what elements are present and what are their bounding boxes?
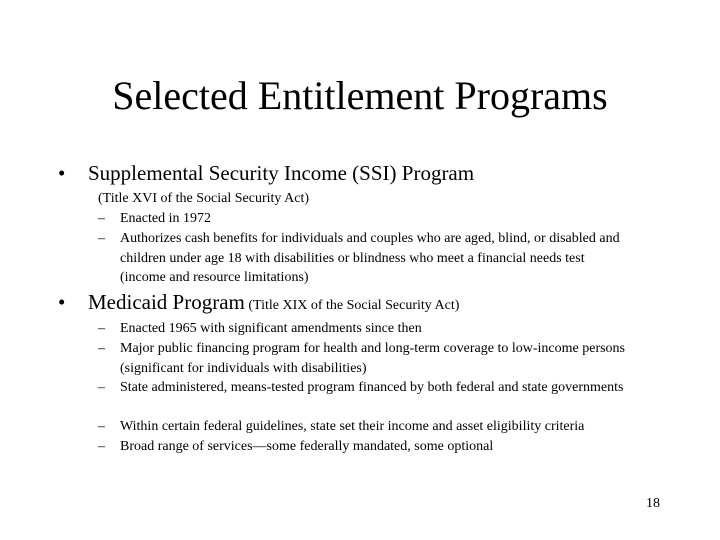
page-number: 18 (646, 496, 660, 511)
medicaid-item-text: Broad range of services—some federally mandated, some optional (120, 439, 494, 454)
medicaid-item (98, 437, 658, 457)
ssi-item-text: Authorizes cash benefits for individuals and couples who are aged, blind, or disabled and children under age 18 with disabilities or blindness who meet a financial needs test (income and resource limitations) (120, 231, 620, 285)
medicaid-item-text: Major public financing program for health and long-term coverage to low-income persons (significant for individuals with disabilities) (120, 341, 626, 376)
ssi-item (98, 209, 658, 229)
dash-marker: – (98, 231, 105, 246)
medicaid-item-text: Within certain federal guidelines, state set their income and asset eligibility criteria (120, 419, 585, 434)
slide-title: Selected Entitlement Programs (112, 73, 608, 118)
dash-marker: – (98, 341, 105, 356)
dash-marker: – (98, 419, 105, 434)
bullet-marker: • (58, 290, 66, 314)
bullet-ssi (58, 160, 474, 186)
bullet-medicaid (58, 289, 459, 319)
ssi-item-text: Enacted in 1972 (120, 211, 211, 226)
dash-marker: – (98, 321, 105, 336)
ssi-heading: Supplemental Security Income (SSI) Program (88, 161, 475, 185)
medicaid-item-text: Enacted 1965 with significant amendments since then (120, 321, 422, 336)
bullet-marker: • (58, 161, 66, 185)
dash-marker: – (98, 439, 105, 454)
medicaid-item (98, 319, 658, 339)
dash-marker: – (98, 211, 105, 226)
medicaid-item (98, 417, 658, 437)
ssi-item (98, 229, 658, 288)
ssi-note: (Title XVI of the Social Security Act) (98, 191, 310, 206)
dash-marker: – (98, 380, 105, 395)
medicaid-item-text: State administered, means-tested program financed by both federal and state governments (120, 380, 624, 395)
medicaid-item (98, 339, 658, 378)
medicaid-heading-note: (Title XIX of the Social Security Act) (244, 298, 460, 313)
medicaid-item (98, 378, 658, 398)
medicaid-heading: Medicaid Program (88, 290, 245, 314)
